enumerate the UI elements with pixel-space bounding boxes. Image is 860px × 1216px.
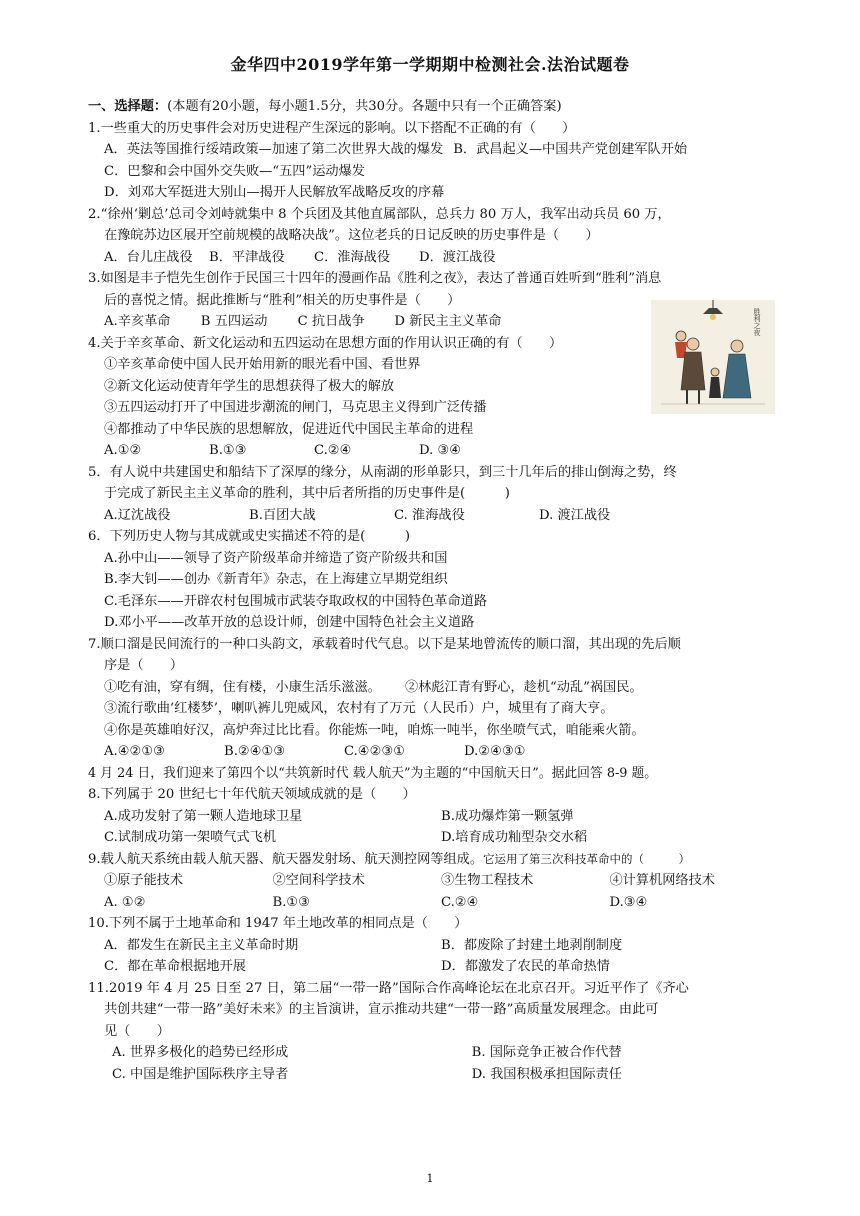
q6-option-a: A.孙中山——领导了资产阶级革命并缔造了资产阶级共和国 — [104, 550, 448, 566]
q8-option-d: D.培育成功籼型杂交水稻 — [441, 830, 588, 845]
q4-statement-1: ①辛亥革命使中国人民开始用新的眼光看中国、看世界 — [104, 357, 421, 372]
q9-statements — [88, 870, 778, 892]
question-list — [88, 96, 778, 1085]
q5-options — [88, 505, 684, 527]
q10-option-b: B．都废除了封建土地剥削制度 — [441, 937, 623, 953]
q3-option-d: D 新民主主义革命 — [394, 314, 502, 329]
q9-options — [88, 892, 778, 914]
q1-option-c: C．巴黎和会中国外交失败—“五四”运动爆发 — [104, 163, 365, 179]
q9-stem-small: 它运用了第三次科技革命中的（ ） — [483, 851, 691, 866]
q9-stem — [88, 849, 778, 871]
q5-option-a: A.辽沈战役 — [104, 507, 171, 523]
cartoon-illustration — [651, 300, 775, 414]
q4-stem: 4.关于辛亥革命、新文化运动和五四运动在思想方面的作用认识正确的有（ ） — [88, 335, 563, 351]
q7-options — [88, 741, 584, 763]
q8-stem: 8.下列属于 20 世纪七十年代航天领域成就的是（ ） — [88, 787, 416, 802]
q1-option-b: B．武昌起义—中国共产党创建军队开始 — [453, 142, 688, 157]
section-header — [88, 96, 778, 118]
q2-options — [88, 247, 524, 269]
q9-statement-2: ②空间科学技术 — [272, 873, 365, 888]
q3-option-c: C 抗日战争 — [297, 314, 365, 329]
q8-option-c: C.试制成功第一架喷气式飞机 — [104, 830, 277, 845]
q6-option-b: B.李大钊——创办《新青年》杂志，在上海建立早期党组织 — [104, 572, 448, 587]
q7-option-b: B.②④①③ — [224, 744, 286, 759]
q1-options-ab — [88, 139, 778, 161]
q8-options-cd — [88, 827, 778, 849]
q10-options-ab — [88, 935, 778, 957]
q4-option-b: B.①③ — [209, 443, 247, 458]
q2-option-b: B．平津战役 — [209, 249, 285, 265]
q9-statement-3: ③生物工程技术 — [441, 873, 534, 888]
q7-stem-2: 序是（ ） — [104, 658, 184, 673]
q6-option-d: D.邓小平——改革开放的总设计师，创建中国特色社会主义道路 — [104, 615, 475, 630]
q11-options-cd — [88, 1064, 778, 1086]
q7-stem-1: 7.顺口溜是民间流行的一种口头韵文，承载着时代气息。以下是某地曾流传的顺口溜，其出现的先后顺 — [88, 636, 681, 652]
cartoon-caption: 胜利之夜 — [753, 308, 761, 336]
q8-option-b: B.成功爆炸第一颗氢弹 — [441, 808, 574, 824]
q9-option-d: D.③④ — [609, 894, 648, 910]
q10-option-a: A．都发生在新民主主义革命时期 — [104, 937, 299, 953]
q2-option-d: D．渡江战役 — [419, 249, 496, 265]
q4-option-a: A.①② — [104, 443, 142, 458]
q9-option-b: B.①③ — [272, 894, 311, 910]
q3-option-b: B 五四运动 — [200, 314, 268, 329]
q1-option-a: A．英法等国推行绥靖政策—加速了第二次世界大战的爆发 — [104, 142, 444, 157]
q9-option-c: C.②④ — [441, 894, 479, 910]
q11-options-ab — [88, 1042, 778, 1064]
q11-stem-1: 11.2019 年 4 月 25 日至 27 日，第二届“一带一路”国际合作高峰论坛在北京召开。习近平作了《齐心 — [88, 980, 689, 996]
section-label: 一、选择题： — [88, 99, 168, 114]
q7-statement-4: ④你是英雄咱好汉，高炉奔过比比看。你能炼一吨，咱炼一吨半，你坐喷气式，咱能乘火箭。 — [104, 722, 645, 738]
section-note: (本题有20小题，每小题1.5分，共30分。各题中只有一个正确答案) — [167, 99, 562, 114]
q1-option-d: D．刘邓大军挺进大别山—揭开人民解放军战略反攻的序幕 — [104, 185, 445, 200]
q2-stem-1: 2.“徐州‘剿总’总司令刘峙就集中 8 个兵团及其他直属部队，总兵力 80 万人，我军出动兵员 60 万， — [88, 206, 671, 222]
q11-stem-2: 共创共建“一带一路”美好未来》的主旨演讲，宣示推动共建“一带一路”高质量发展理念。由此可 — [104, 1002, 659, 1017]
q5-option-c: C. 淮海战役 — [394, 507, 465, 523]
page-title: 金华四中2019学年第一学期期中检测社会.法治试题卷 — [230, 55, 630, 74]
q3-stem-2: 后的喜悦之情。据此推断与“胜利”相关的历史事件是（ ） — [104, 292, 461, 308]
q5-stem-2: 于完成了新民主主义革命的胜利，其中后者所指的历史事件是( ) — [104, 486, 510, 501]
q2-stem-2: 在豫皖苏边区展开空前规模的战略决战”。这位老兵的日记反映的历史事件是（ ） — [104, 228, 599, 243]
q7-statements-12 — [88, 677, 778, 699]
q7-option-d: D.②④③① — [464, 744, 526, 759]
q5-option-d: D. 渡江战役 — [539, 507, 611, 523]
q11-option-a: A. 世界多极化的趋势已经形成 — [112, 1045, 289, 1060]
page-number: 1 — [426, 1172, 434, 1185]
q2-option-a: A．台儿庄战役 — [104, 249, 193, 265]
q7-statement-1: ①吃有油，穿有绸，住有楼，小康生活乐滋滋。 — [104, 679, 381, 695]
q8-options-ab — [88, 806, 778, 828]
q7-option-a: A.④②①③ — [104, 744, 166, 759]
q10-stem: 10.下列不属于土地革命和 1947 年土地改革的相同点是（ ） — [88, 916, 468, 931]
q1-stem: 1.一些重大的历史事件会对历史进程产生深远的影响。以下搭配不正确的有（ ） — [88, 120, 576, 136]
q9-statement-4: ④计算机网络技术 — [609, 873, 715, 888]
q9-statement-1: ①原子能技术 — [104, 873, 184, 888]
q10-options-cd — [88, 956, 778, 978]
q5-stem-1: 5．有人说中共建国史和船结下了深厚的缘分，从南湖的形单影只，到三十几年后的排山倒海之势，终 — [88, 464, 677, 480]
q11-option-b: B. 国际竞争正被合作代替 — [471, 1045, 622, 1060]
q7-option-c: C.④②③① — [344, 744, 406, 759]
q4-statement-2: ②新文化运动使青年学生的思想获得了极大的解放 — [104, 378, 395, 394]
q3-options — [88, 311, 544, 333]
q11-option-c: C. 中国是维护国际秩序主导者 — [112, 1066, 289, 1082]
q8-9-intro: 4 月 24 日，我们迎来了第四个以“共筑新时代 载人航天”为主题的“中国航天日”。据此回答 8-9 题。 — [88, 765, 658, 781]
q4-option-d: D. ③④ — [419, 443, 462, 458]
q3-stem-1: 3.如图是丰子恺先生创作于民国三十四年的漫画作品《胜利之夜》，表达了普通百姓听到“胜利”消息 — [88, 271, 662, 286]
q9-option-a: A. ①② — [104, 894, 146, 910]
q9-stem-main: 9.载人航天系统由载人航天器、航天器发射场、航天测控网等组成。 — [88, 851, 484, 867]
q5-option-b: B.百团大战 — [249, 507, 316, 523]
q7-statement-2: ②林彪江青有野心，趁机“动乱”祸国民。 — [404, 679, 643, 695]
q11-stem-3: 见（ ） — [104, 1023, 170, 1039]
q4-option-c: C.②④ — [314, 443, 352, 458]
q4-options — [88, 440, 524, 462]
q11-option-d: D. 我国积极承担国际责任 — [471, 1066, 622, 1082]
q8-option-a: A.成功发射了第一颗人造地球卫星 — [104, 808, 303, 824]
q4-statement-3: ③五四运动打开了中国进步潮流的闸门，马克思主义得到广泛传播 — [104, 400, 487, 415]
q4-statement-4: ④都推动了中华民族的思想解放，促进近代中国民主革命的进程 — [104, 421, 474, 437]
q7-statement-3: ③流行歌曲‘红楼梦’，喇叭裤儿兜威风，农村有了万元（人民币）户，城里有了商大亨。 — [104, 701, 614, 716]
q10-option-d: D．都激发了农民的革命热情 — [441, 959, 610, 974]
q2-option-c: C．淮海战役 — [314, 249, 391, 265]
q10-option-c: C．都在革命根据地开展 — [104, 959, 246, 974]
q6-option-c: C.毛泽东——开辟农村包围城市武装夺取政权的中国特色革命道路 — [104, 593, 488, 609]
q3-option-a: A.辛亥革命 — [104, 314, 171, 329]
q6-stem: 6．下列历史人物与其成就或史实描述不符的是( ) — [88, 529, 410, 544]
